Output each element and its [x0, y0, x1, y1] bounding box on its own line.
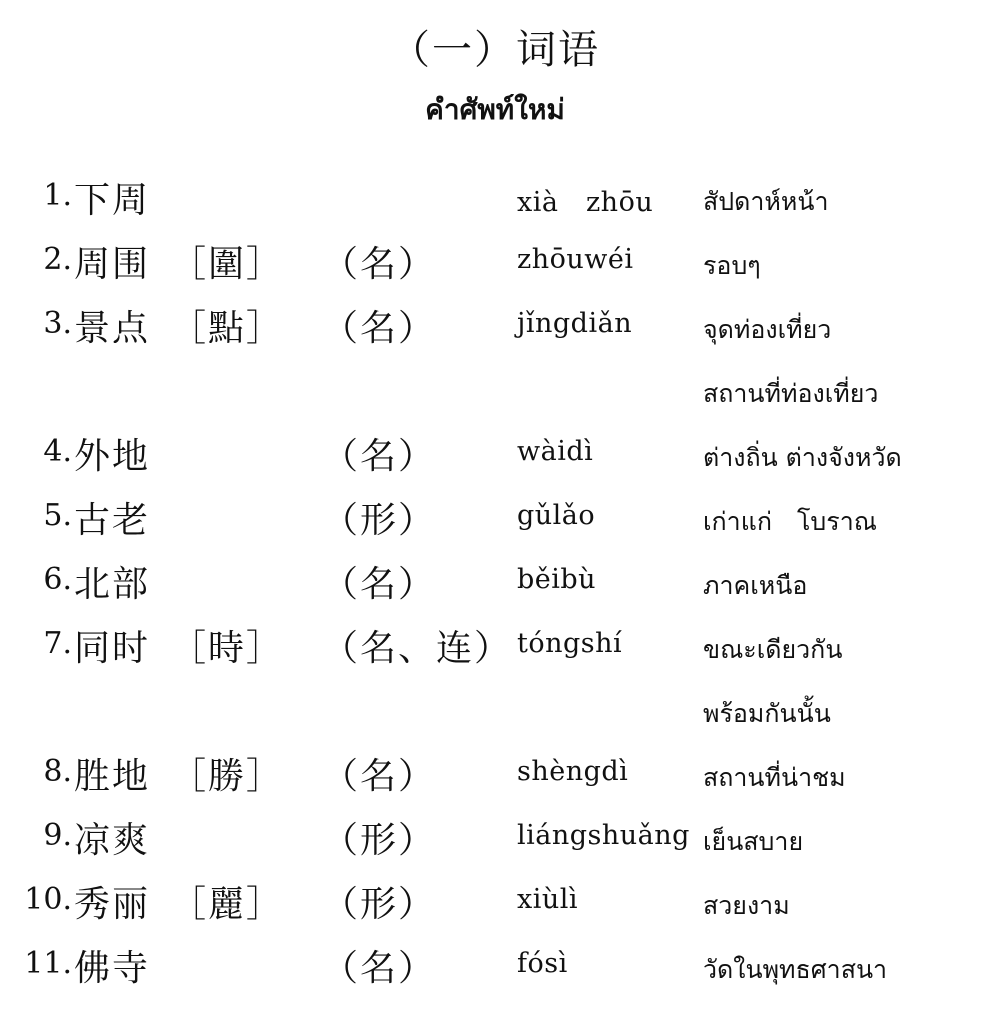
- entry-meaning: สวยงาม: [703, 891, 790, 920]
- entry-part-of-speech: （形）: [322, 500, 437, 541]
- entry-pinyin: běibù: [517, 564, 597, 595]
- entry-word: 北部: [74, 564, 151, 605]
- entry-traditional: ［麗］: [170, 884, 285, 925]
- entry-meaning: สถานที่น่าชม: [703, 763, 846, 792]
- entry-meaning: ขณะเดียวกัน: [703, 635, 843, 664]
- entry-traditional: ［點］: [170, 308, 285, 349]
- section-subtitle: คำศัพท์ใหม่: [425, 93, 565, 126]
- entry-pinyin: xiùlì: [517, 884, 579, 915]
- entry-meaning: พร้อมกันนั้น: [703, 699, 831, 728]
- entry-pinyin: wàidì: [517, 436, 594, 467]
- entry-number: 11.: [24, 946, 72, 981]
- entry-meaning: จุดท่องเที่ยว: [703, 315, 832, 344]
- entry-word: 佛寺: [74, 948, 151, 989]
- entry-meaning: สัปดาห์หน้า: [703, 187, 829, 216]
- entry-pinyin: tóngshí: [517, 628, 623, 659]
- entry-meaning: ภาคเหนือ: [703, 571, 808, 600]
- entry-pinyin: jǐngdiǎn: [517, 308, 633, 339]
- entry-word: 古老: [74, 500, 151, 541]
- entry-number: 10.: [24, 882, 72, 917]
- entry-number: 8.: [43, 754, 72, 789]
- entry-part-of-speech: （名）: [322, 756, 437, 797]
- entry-traditional: ［圍］: [170, 244, 285, 285]
- entry-number: 5.: [43, 498, 72, 533]
- entry-pinyin: liángshuǎng: [517, 820, 690, 851]
- entry-word: 同时: [74, 628, 151, 669]
- entry-number: 6.: [43, 562, 72, 597]
- entry-word: 下周: [74, 180, 151, 221]
- entry-meaning: เย็นสบาย: [703, 827, 804, 856]
- entry-part-of-speech: （名）: [322, 948, 437, 989]
- entry-word: 秀丽: [74, 884, 151, 925]
- entry-meaning: วัดในพุทธศาสนา: [703, 955, 888, 984]
- entry-number: 2.: [43, 242, 72, 277]
- entry-word: 景点: [74, 308, 151, 349]
- entry-part-of-speech: （名、连）: [322, 628, 513, 669]
- entry-number: 3.: [43, 306, 72, 341]
- entry-number: 4.: [43, 434, 72, 469]
- entry-word: 外地: [74, 436, 151, 477]
- entry-meaning: รอบๆ: [703, 251, 761, 280]
- section-title: （一）词语: [390, 27, 600, 73]
- entry-traditional: ［時］: [170, 628, 285, 669]
- entry-number: 1.: [43, 178, 72, 213]
- entry-pinyin: xià zhōu: [517, 187, 654, 218]
- entry-number: 9.: [43, 818, 72, 853]
- entry-number: 7.: [43, 626, 72, 661]
- entry-pinyin: shèngdì: [517, 756, 629, 787]
- entry-word: 凉爽: [74, 820, 151, 861]
- entry-part-of-speech: （名）: [322, 244, 437, 285]
- entry-traditional: ［勝］: [170, 756, 285, 797]
- entry-meaning: สถานที่ท่องเที่ยว: [703, 379, 879, 408]
- entry-meaning: ต่างถิ่น ต่างจังหวัด: [703, 443, 902, 472]
- entry-pinyin: fósì: [517, 948, 568, 979]
- entry-part-of-speech: （形）: [322, 884, 437, 925]
- entry-pinyin: gǔlǎo: [517, 500, 596, 531]
- entry-part-of-speech: （名）: [322, 436, 437, 477]
- entry-word: 周围: [74, 244, 151, 285]
- entry-part-of-speech: （名）: [322, 308, 437, 349]
- entry-part-of-speech: （形）: [322, 820, 437, 861]
- entry-word: 胜地: [74, 756, 151, 797]
- entry-meaning: เก่าแก่ โบราณ: [703, 507, 877, 536]
- entry-pinyin: zhōuwéi: [517, 244, 634, 275]
- entry-part-of-speech: （名）: [322, 564, 437, 605]
